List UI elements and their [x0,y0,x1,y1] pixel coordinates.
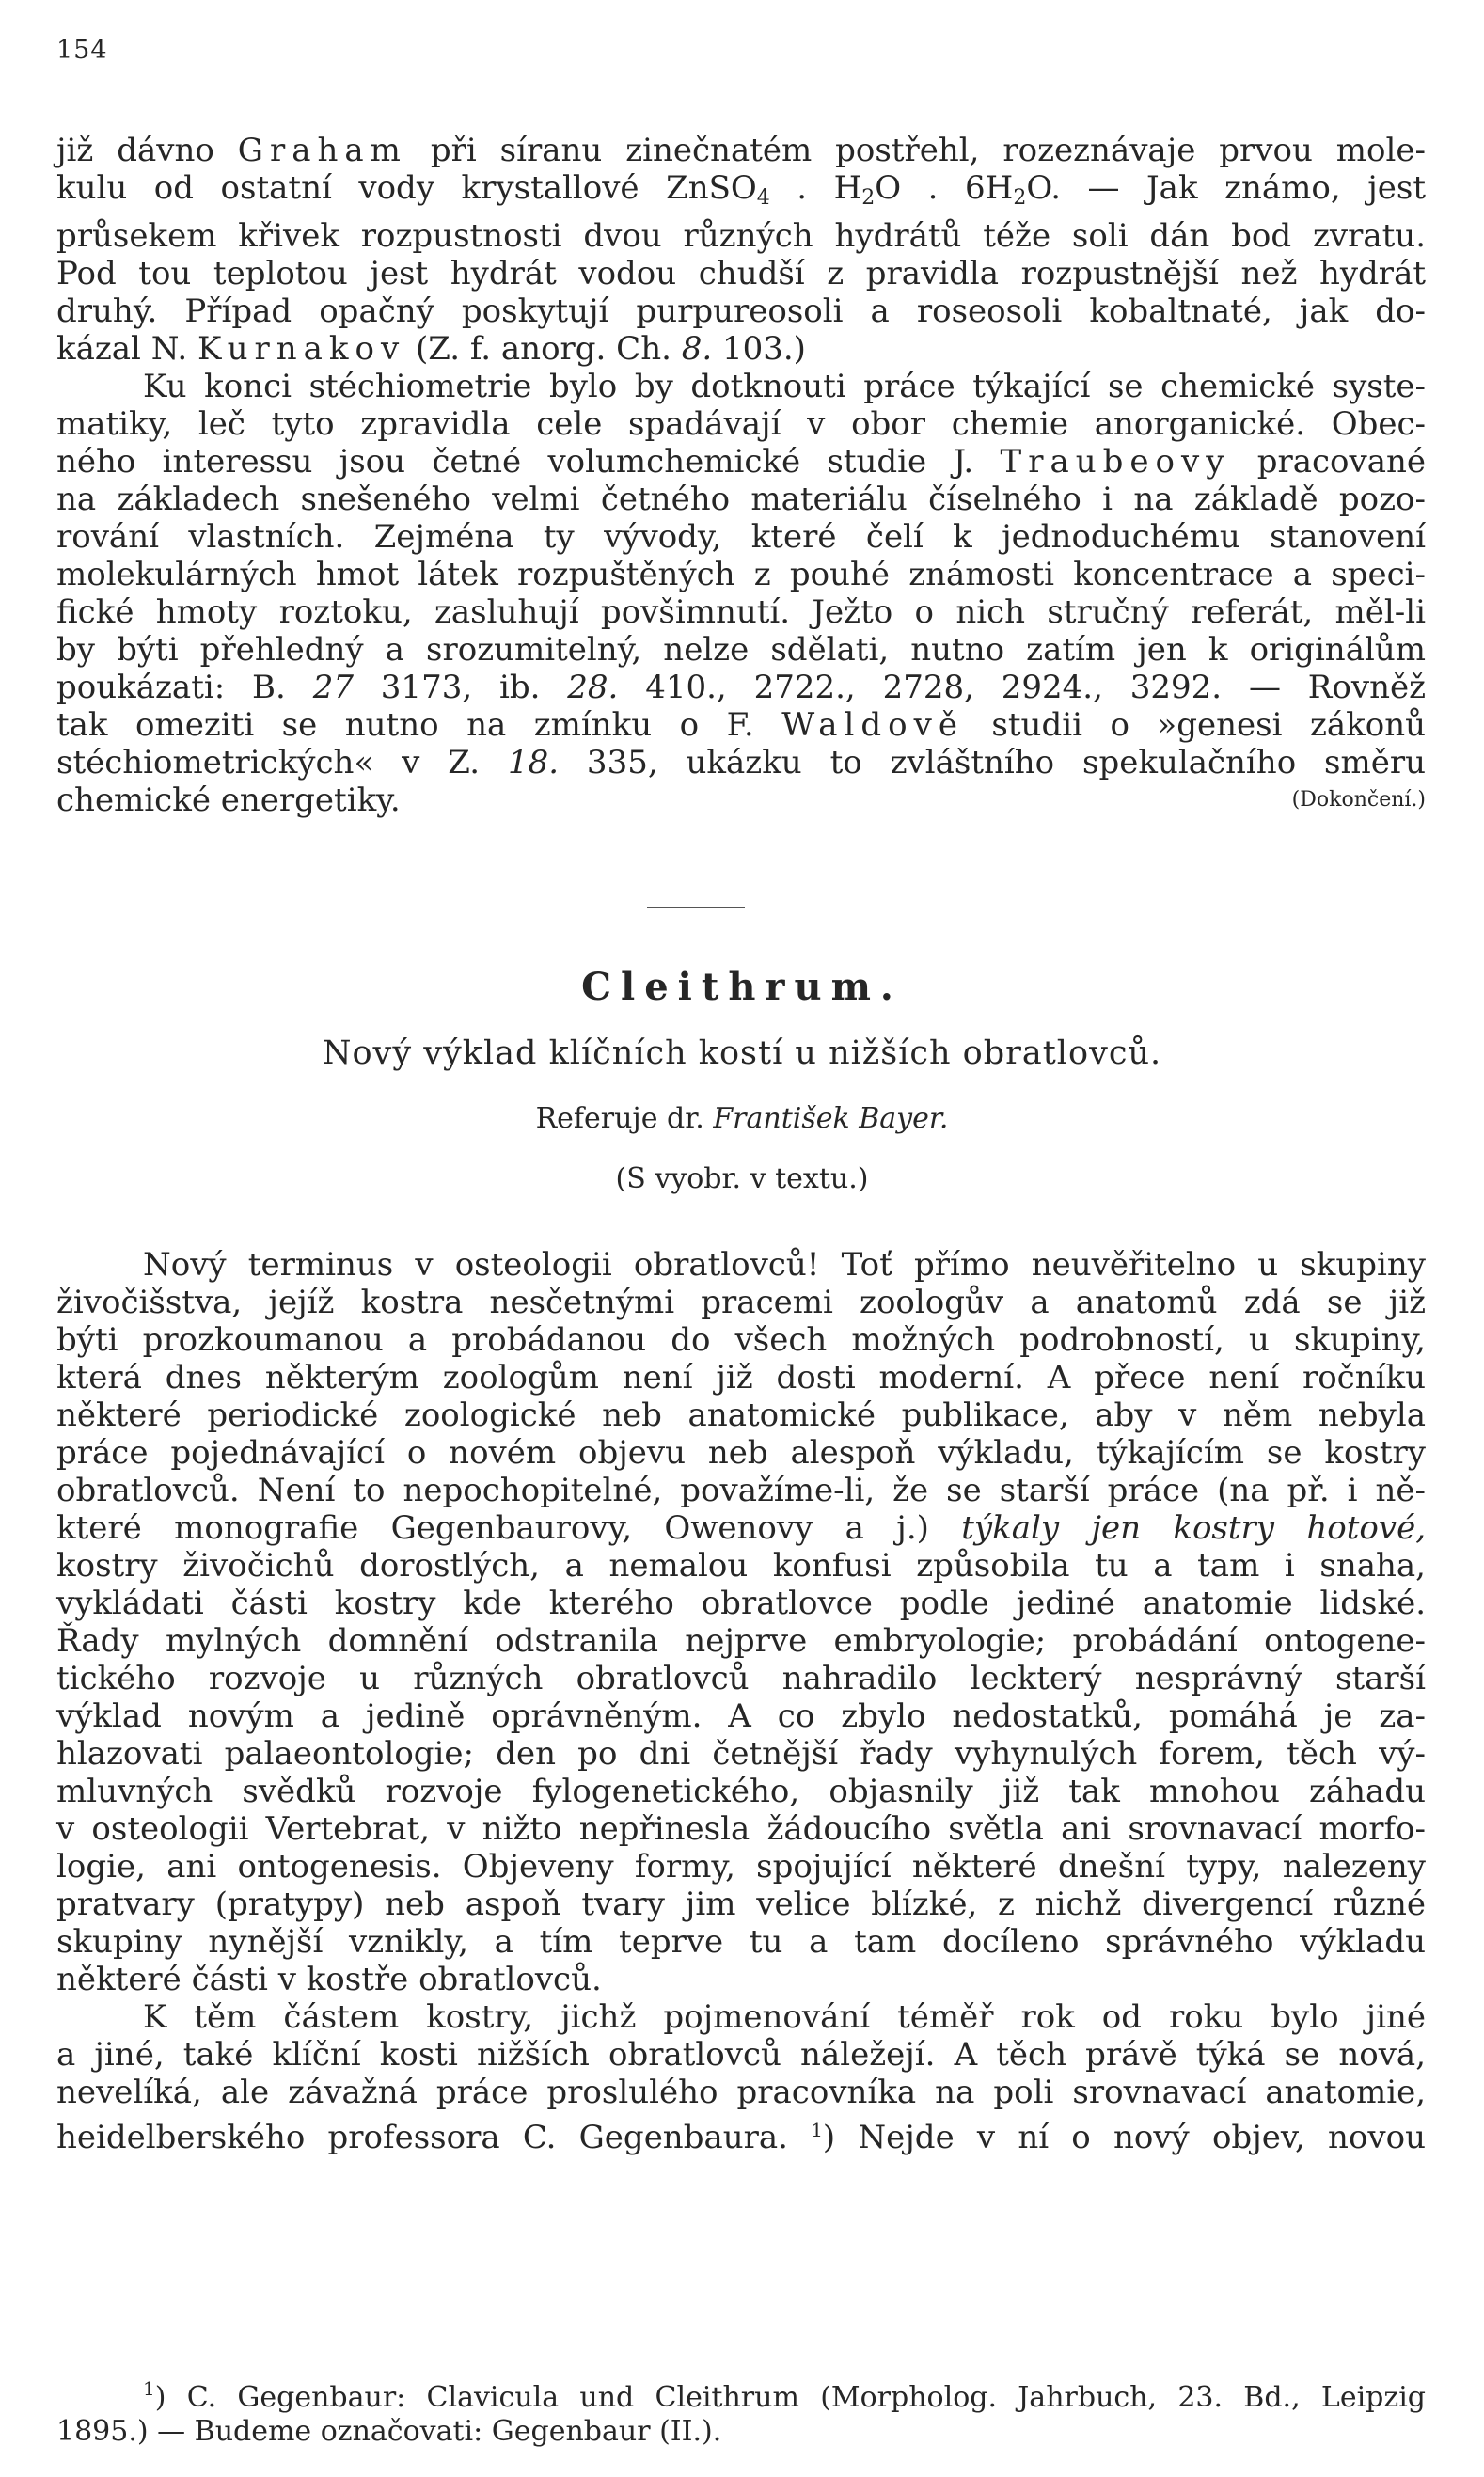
footnote-paragraph [56,2372,1426,2449]
text-block-top [56,132,1426,819]
text-line: některé periodické zoologické neb anatomické publikace, aby v něm nebyla [56,1396,1426,1434]
text-line: které monografie Gegenbaurovy, Owenovy a j.) týkaly jen kostry hotové, [56,1509,1427,1547]
text-line: Ku konci stéchiometrie bylo by dotknouti práce týkající se chemické syste- [143,368,1426,405]
text-line: 1895.) — Budeme označovati: Gegenbaur (II.). [56,2415,722,2448]
text-line: chemické energetiky. (Dokončení.) [56,781,1426,819]
byline-prefix: Referuje dr. [535,1102,714,1135]
text-line: v osteologii Vertebrat, v nižto nepřinesla žádoucího světla ani srovnavací morfo- [56,1810,1426,1848]
text-line: výklad novým a jedině oprávněným. A co zbylo nedostatků, pomáhá je za- [56,1697,1426,1735]
text-line: ného interessu jsou četné volumchemické studie J. Traubeovy pracované [56,443,1426,481]
text-line: nevelíká, ale závažná práce proslulého pracovníka na poli srovnavací anatomie, [56,2074,1426,2111]
text-line: skupiny nynější vznikly, a tím teprve tu a tam docíleno správného výkladu [56,1923,1426,1961]
text-line: průsekem křivek rozpustnosti dvou různých hydrátů téže soli dán bod zvratu. [56,217,1426,255]
body-paragraph [56,1246,1426,1998]
text-line: tického rozvoje u různých obratlovců nahradilo leckterý nesprávný starší [56,1660,1426,1697]
text-line: druhý. Případ opačný poskytují purpureosoli a roseosoli kobaltnaté, jak do- [56,292,1426,330]
text-line: matiky, leč tyto zpravidla cele spadávají v obor chemie anorganické. Obec- [56,405,1426,443]
text-line: K těm částem kostry, jichž pojmenování téměř rok od roku bylo jiné [143,1998,1426,2036]
text-block-body [56,1246,1426,2156]
text-line: pratvary (pratypy) neb aspoň tvary jim velice blízké, z nichž divergencí různé [56,1885,1426,1923]
text-line: obratlovců. Není to nepochopitelné, považíme-li, že se starší práce (na př. i ně- [56,1472,1426,1509]
text-line: některé části v kostře obratlovců. [56,1961,602,1998]
text-line: Pod tou teplotou jest hydrát vodou chudší z pravidla rozpustnější než hydrát [56,255,1426,292]
text-line: $^1$) C. Gegenbaur: Clavicula und Cleithrum (Morpholog. Jahrbuch, 23. Bd., Leipzig [143,2377,1426,2414]
page-number: 154 [56,36,108,65]
text-line: molekulárných hmot látek rozpuštěných z pouhé známosti koncentrace a speci- [56,556,1426,593]
text-line: vykládati části kostry kde kterého obratlovce podle jediné anatomie lidské. [56,1585,1426,1622]
article-subtitle: Nový výklad klíčních kostí u nižších obratlovců. [322,1034,1162,1072]
text-line: Řady mylných domnění odstranila nejprve embryologie; probádání ontogene- [56,1622,1426,1660]
text-line: Nový terminus v osteologii obratlovců! Toť přímo neuvěřitelno u skupiny [143,1246,1426,1284]
article-byline [0,1102,1484,1135]
text-line: živočišstva, jejíž kostra nesčetnými pracemi zoologův a anatomů zdá se již [56,1284,1426,1321]
byline-author: František Bayer. [713,1102,949,1135]
text-line: fické hmoty roztoku, zasluhují povšimnutí. Ježto o nich stručný referát, měl-li [56,593,1426,631]
text-line: práce pojednávající o novém objevu neb alespoň výkladu, týkajícím se kostry [56,1434,1426,1472]
article-note: (S vyobr. v textu.) [615,1162,869,1195]
text-line: kostry živočichů dorostlých, a nemalou konfusi způsobila tu a tam i snaha, [56,1547,1426,1585]
text-line: již dávno Graham při síranu zinečnatém postřehl, rozeznávaje prvou mole- [56,132,1426,169]
text-line: stéchiometrických« v Z. 18. 335, ukázku to zvláštního spekulačního směru [56,744,1427,781]
text-line: kázal N. Kurnakov (Z. f. anorg. Ch. 8. 103.) [56,330,806,368]
text-line: tak omeziti se nutno na zmínku o F. Waldově studii o »genesi zákonů [56,706,1426,744]
text-line: a jiné, také klíční kosti nižších obratlovců náležejí. A těch právě týká se nová, [56,2036,1426,2074]
text-line: logie, ani ontogenesis. Objeveny formy, spojující některé dnešní typy, nalezeny [56,1848,1426,1885]
text-line: býti prozkoumanou a probádanou do všech možných podrobností, u skupiny, [56,1321,1426,1359]
text-line: rování vlastních. Zejména ty vývody, které čelí k jednoduchému stanovení [56,518,1426,556]
text-line: kulu od ostatní vody krystallové ZnSO$_4$ . $H_2O$ . $6H_2O$. — Jak známo, jest [56,169,1426,210]
text-line: na základech snešeného velmi četného materiálu číselného i na základě pozo- [56,481,1426,518]
body-paragraph [56,1998,1426,2156]
text-line: by býti přehledný a srozumitelný, nelze sdělati, nutno zatím jen k originálům [56,631,1426,669]
top-paragraph [56,368,1426,819]
text-line: která dnes některým zoologům není již dosti moderní. A přece není ročníku [56,1359,1426,1396]
text-line: hlazovati palaeontologie; den po dni četnější řady vyhynulých forem, těch vý- [56,1735,1426,1773]
article-title: Cleithrum. [581,965,903,1009]
top-paragraph [56,132,1426,368]
footnote [56,2372,1426,2449]
section-divider [647,907,745,908]
text-line: poukázati: B. 27 3173, ib. 28. 410., 2722., 2728, 2924., 3292. — Rovněž [56,669,1427,706]
text-line: mluvných svědků rozvoje fylogenetického, objasnily již tak mnohou záhadu [56,1773,1426,1810]
text-line: heidelberského professora C. Gegenbaura. $^1$) Nejde v ní o nový objev, novou [56,2119,1426,2156]
